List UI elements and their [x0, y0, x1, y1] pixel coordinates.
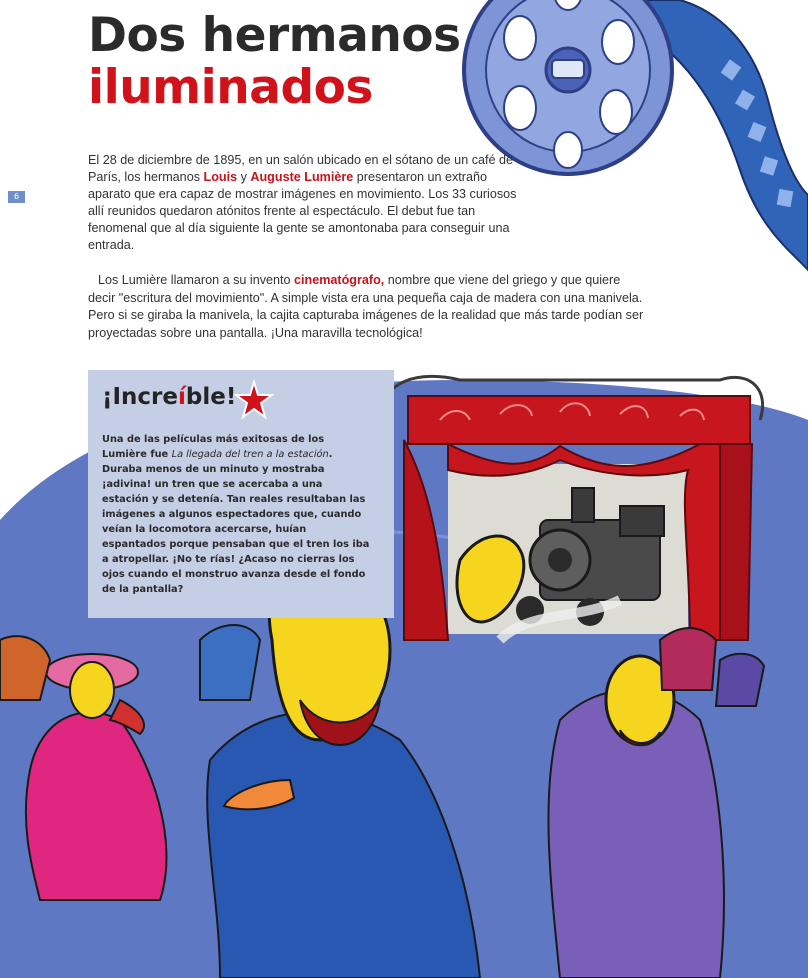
intro-paragraph: [88, 152, 528, 254]
fact-box-text: [102, 432, 372, 597]
fact-title-post: ble!: [185, 384, 237, 410]
second-text-a: Los Lumière llamaron a su invento: [98, 273, 295, 287]
name-auguste: Auguste Lumière: [250, 170, 354, 184]
film-reel: [464, 0, 672, 174]
second-paragraph: [88, 272, 648, 342]
fact-box-title: [102, 384, 236, 410]
star-icon: [234, 380, 274, 420]
intro-text-a: El 28 de diciembre de 1895, en un salón ubicado en el sótano de un café de París, los hermanos: [88, 153, 514, 184]
fact-box: [88, 370, 394, 618]
second-text-b: nombre que viene del griego y que quiere decir "escritura del movimiento". A simple vista era una pequeña caja de madera con una manivela. Pero si se giraba la manivela, la cajita capturaba imágenes de la realidad que más tarde podían ser proyectadas sobre una pantalla. ¡Una maravilla tecnológica!: [88, 273, 644, 340]
title-line-2: iluminados: [88, 60, 373, 115]
intro-text-c: presentaron un extraño aparato que era capaz de mostrar imágenes en movimiento. Los 33 curiosos allí reunidos quedaron atónitos frente al espectáculo. El debut fue tan fenomenal que al día siguiente la gente se amontonaba para conseguir una entrada.: [88, 170, 517, 252]
term-cinematografo: cinematógrafo,: [294, 273, 385, 287]
intro-text-b: y: [237, 170, 251, 184]
fact-title-pre: ¡Incre: [102, 384, 178, 410]
page-title: [88, 10, 461, 114]
page-number: 6: [8, 191, 25, 203]
film-title: La llegada del tren a la estación: [171, 449, 329, 460]
fact-text-a: Una de las películas más exitosas de los Lumière fue: [102, 434, 325, 460]
fact-title-accent: í: [178, 384, 186, 410]
title-line-1: Dos hermanos: [88, 8, 461, 63]
fact-text-b: . Duraba menos de un minuto y mostraba ¡adivina! un tren que se acercaba a una estación y se detenía. Tan reales resultaban las imágenes a algunos espectadores que, cuando veían la locomotora acercarse, huían espantados porque pensaban que el tren los iba a atropellar. ¡No te rías! ¿Acaso no cierras los ojos cuando el monstruo avanza desde el fondo de la pantalla?: [102, 449, 370, 595]
name-louis: Louis: [203, 170, 238, 184]
